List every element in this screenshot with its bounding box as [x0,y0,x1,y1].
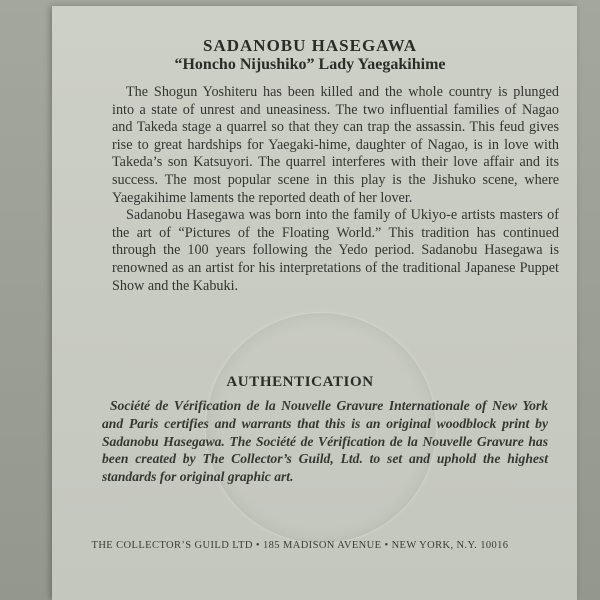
authentication-heading: AUTHENTICATION [226,374,374,390]
authentication-paragraph: Société de Vérification de la Nouvelle Gravure Internationale of New York and Paris certifies and warrants that this is an original woodblock print by Sadanobu Hasegawa. The Société de Vérification de la Nouvelle Gravure has been created by The Collector’s Guild, Ltd. to set and uphold the highest standards for original graphic art. [102,398,548,485]
print-subtitle: “Honcho Nijushiko” Lady Yaegakihime [174,56,446,73]
authentication-text [102,397,548,486]
publisher-address: THE COLLECTOR’S GUILD LTD • 185 MADISON AVENUE • NEW YORK, N.Y. 10016 [91,540,509,551]
story-paragraph: The Shogun Yoshiteru has been killed and the whole country is plunged into a state of unrest and uneasiness. The two influential families of Nagao and Takeda stage a quarrel so that they can trap the assassin. This feud gives rise to great hardships for Yaegaki-hime, daughter of Nagao, is in love with Takeda’s son Katsuyori. The quarrel interferes with their love affair and its success. The most popular scene in this play is the Jishuko scene, where Yaegakihime laments the reported death of her lover. [112,84,559,206]
artist-title: SADANOBU HASEGAWA [203,36,417,55]
story-paragraph: Sadanobu Hasegawa was born into the family of Ukiyo-e artists masters of the art of “Pictures of the Floating World.” This tradition has continued through the 100 years following the Yedo period. Sadanobu Hasegawa is renowned as an artist for his interpretations of the traditional Japanese Puppet Show and the Kabuki. [112,207,559,294]
story-text [112,84,559,295]
